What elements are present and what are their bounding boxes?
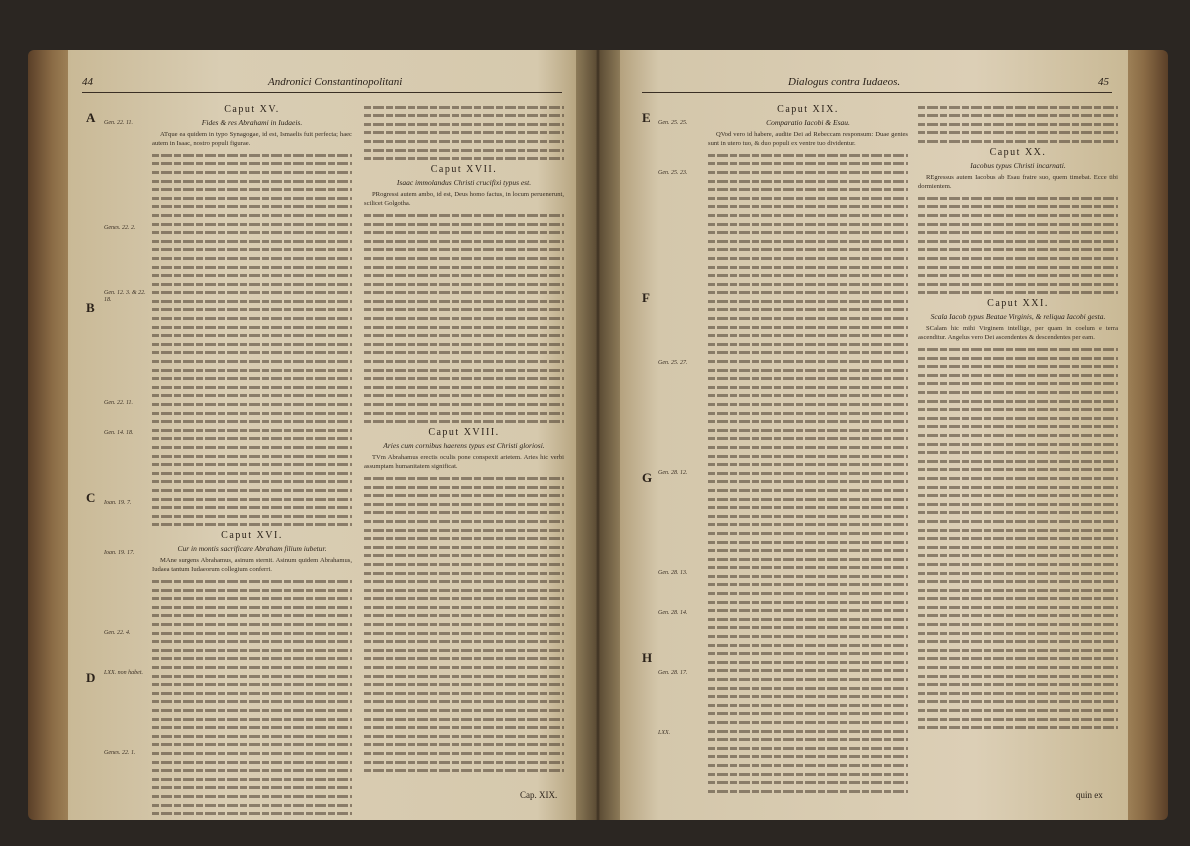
- chapter-text: [708, 131, 908, 793]
- chapter-lead: REgressus autem Iacobus ab Esau fratre suo, quem timebat. Ecce tibi dormientem.: [918, 173, 1118, 190]
- chapter-lead: MAne surgens Abrahamus, asinum sternit. Asinum quidem Abrahamus, Iudaea tantum Iudaeorum collegium conferri.: [152, 557, 352, 573]
- left-column-2: [364, 100, 564, 772]
- margin-note: Gen. 25. 25.: [658, 120, 688, 126]
- margin-note: Genes. 22. 2.: [104, 225, 136, 231]
- margin-note: LXX.: [658, 730, 671, 736]
- right-page: [618, 50, 1128, 820]
- margin-note: Gen. 14. 18.: [104, 430, 134, 436]
- left-column-1: [152, 100, 352, 820]
- chapter-text: [152, 557, 352, 820]
- chapter-heading: Caput XX.: [989, 146, 1047, 158]
- margin-note: Gen. 22. 11.: [104, 120, 134, 126]
- chapter-text: [152, 131, 352, 526]
- catchword: quin ex: [1076, 790, 1103, 800]
- chapter-lead: SCalam hic mihi Virginem intellige, per quam in coelum e terra ascenditur. Angelus vero Dei ascendentes & descendentes per eam.: [918, 325, 1118, 341]
- margin-note: Ioan. 19. 17.: [104, 550, 135, 556]
- chapter-subtitle: Aries cum cornibus haerens typus est Christi gloriosi.: [383, 441, 545, 451]
- catchword: Cap. XIX.: [520, 790, 558, 800]
- chapter-subtitle: Isaac immolandus Christi crucifixi typus est.: [396, 178, 532, 188]
- margin-note: Gen. 28. 14.: [658, 610, 688, 616]
- left-page-number: 44: [82, 76, 93, 88]
- chapter-subtitle: Fides & res Abrahami in Iudaeis.: [201, 118, 303, 127]
- chapter-heading: Caput XVI.: [221, 530, 283, 542]
- section-letter: F: [642, 290, 650, 305]
- right-running-head: Dialogus contra Iudaeos.: [788, 76, 901, 88]
- chapter-text: [918, 174, 1118, 294]
- open-book: [28, 20, 1168, 838]
- chapter-text: [364, 454, 564, 772]
- margin-note: LXX. non habet.: [104, 670, 143, 676]
- margin-note: Gen. 22. 4.: [104, 630, 131, 636]
- margin-note: Gen. 28. 17.: [658, 670, 688, 676]
- margin-note: Gen. 25. 27.: [658, 360, 688, 366]
- chapter-subtitle: Iacobus typus Christi incarnati.: [970, 160, 1066, 170]
- chapter-subtitle: Cur in montis sacrificare Abraham filium iubetur.: [177, 544, 327, 554]
- margin-note: Gen. 25. 23.: [658, 170, 688, 176]
- chapter-lead: ATque ea quidem in typo Synagogae, id est, Ismaelis fuit perfecta; haec autem in Isaac, nostro populi figurae.: [152, 131, 352, 147]
- chapter-subtitle: Scala Iacob typus Beatae Virginis, & reliqua Iacobi gesta.: [930, 312, 1106, 322]
- margin-note: Gen. 12. 3. & 22. 18.: [104, 290, 146, 304]
- chapter-lead: PRogressi autem ambo, id est, Deus homo factus, in locum peruenerunt, scilicet Golgotha.: [364, 191, 564, 207]
- chapter-heading: Caput XXI.: [987, 298, 1049, 310]
- margin-note: Ioan. 19. 7.: [104, 500, 132, 506]
- margin-note: Genes. 22. 1.: [104, 750, 136, 756]
- margin-note: Gen. 28. 13.: [658, 570, 688, 576]
- chapter-text: [918, 106, 1118, 143]
- section-letter: D: [86, 670, 96, 685]
- chapter-subtitle: Comparatio Iacobi & Esau.: [766, 118, 850, 127]
- chapter-lead: TVm Abrahamus erectis oculis pone conspexit arietem. Aries hic verbi assumptam humanitatem significat.: [364, 454, 564, 470]
- section-letter: C: [86, 490, 96, 505]
- chapter-heading: Caput XVII.: [430, 164, 498, 176]
- header-rule: [82, 92, 562, 93]
- section-letter: B: [86, 300, 95, 315]
- margin-note: Gen. 22. 11.: [104, 400, 134, 406]
- book-gutter: [576, 50, 620, 820]
- right-column-2: [918, 100, 1118, 729]
- chapter-text: [364, 191, 564, 423]
- section-letter: G: [642, 470, 653, 485]
- chapter-lead: QVod vero id habere, audite Dei ad Rebeccam responsum: Duae gentes sunt in utero tuo, & duo populi ex ventre tuo dividentur.: [708, 131, 908, 147]
- chapter-heading: Caput XV.: [224, 104, 280, 115]
- left-page: [68, 50, 578, 820]
- chapter-heading: Caput XVIII.: [428, 427, 500, 439]
- section-letter: H: [642, 650, 653, 665]
- right-page-number: 45: [1098, 76, 1109, 88]
- chapter-text: [918, 325, 1118, 729]
- section-letter: A: [86, 110, 96, 125]
- left-running-head: Andronici Constantinopolitani: [268, 76, 403, 88]
- section-letter: E: [642, 110, 651, 125]
- chapter-heading: Caput XIX.: [777, 104, 839, 115]
- margin-note: Gen. 28. 12.: [658, 470, 688, 476]
- chapter-text: [364, 106, 564, 161]
- header-rule: [642, 92, 1112, 93]
- right-column-1: [708, 100, 908, 793]
